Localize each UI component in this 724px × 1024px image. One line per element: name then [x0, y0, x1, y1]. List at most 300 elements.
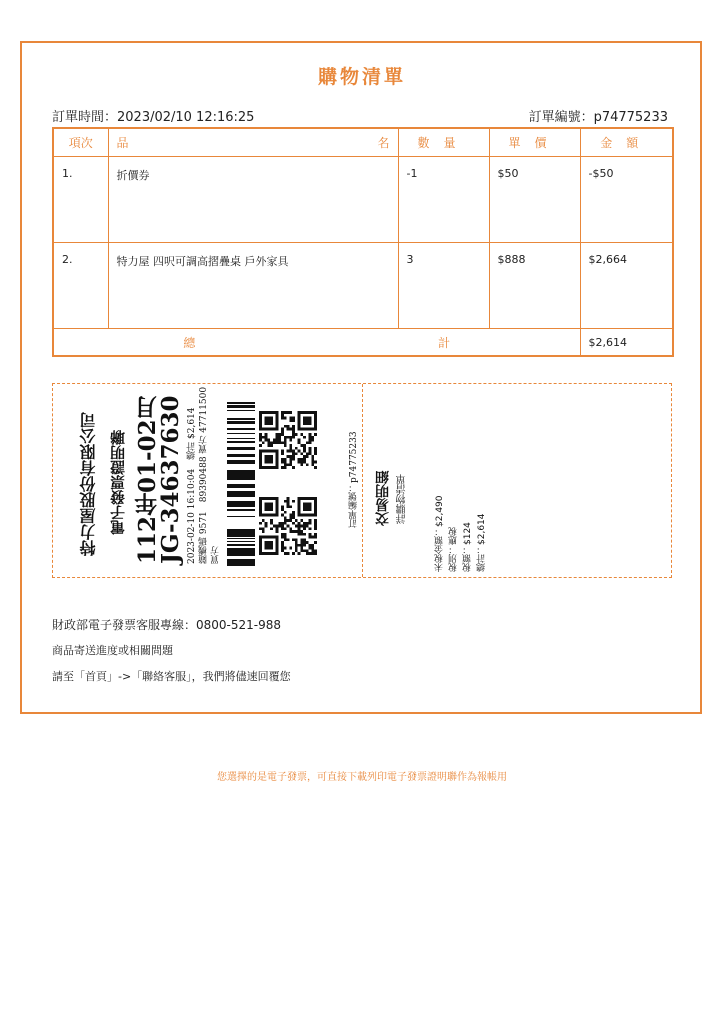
- qr-module: [303, 455, 306, 458]
- shipping-note: 商品寄送進度或相關問題: [52, 644, 173, 657]
- qr-module: [295, 538, 298, 541]
- qr-module: [309, 450, 312, 453]
- row-qty: 3: [398, 243, 489, 329]
- items-table: [52, 127, 674, 357]
- qr-module: [303, 541, 306, 544]
- qr-module: [273, 525, 276, 528]
- header-name-right: 名: [377, 136, 390, 150]
- qr-module: [303, 503, 311, 511]
- qr-module: [292, 458, 295, 461]
- qr-module: [287, 411, 290, 414]
- barcode-bar: [227, 561, 255, 564]
- invoice-random-seller: 隨機碼 9571 89390488 賣方 47711500: [199, 386, 209, 564]
- qr-module: [281, 466, 284, 469]
- qr-module: [289, 461, 292, 464]
- qr-module: [292, 417, 295, 420]
- qr-module: [287, 519, 290, 522]
- qr-module: [306, 463, 309, 466]
- qr-module: [292, 450, 295, 453]
- qr-module: [281, 414, 284, 417]
- qr-module: [300, 541, 303, 544]
- qr-module: [295, 433, 298, 436]
- qr-module: [306, 549, 309, 552]
- qr-module: [298, 522, 301, 525]
- qr-module: [300, 547, 303, 550]
- qr-module: [281, 417, 284, 420]
- qr-module: [303, 525, 306, 528]
- qr-module: [295, 549, 298, 552]
- qr-module: [281, 452, 284, 455]
- qr-module: [281, 430, 284, 433]
- qr-module: [311, 552, 314, 555]
- row-name: 特力屋 四呎可調高摺疊桌 戶外家具: [108, 243, 398, 329]
- header-amount: 金額: [580, 128, 673, 157]
- qr-module: [303, 533, 306, 536]
- qr-module: [265, 417, 273, 425]
- header-index: 項次: [53, 128, 108, 157]
- qr-module: [267, 444, 270, 447]
- qr-module: [278, 439, 281, 442]
- qr-module: [292, 436, 295, 439]
- barcode-bar: [227, 438, 255, 439]
- qr-module: [311, 458, 314, 461]
- total-label: [53, 329, 580, 357]
- qr-module: [259, 439, 262, 442]
- qr-module: [292, 452, 295, 455]
- qr-module: [292, 516, 295, 519]
- qr-module: [298, 527, 301, 530]
- qr-module: [292, 428, 295, 431]
- qr-module: [281, 458, 284, 461]
- table-row: [53, 243, 673, 329]
- invoice-order-no: 訂單編號：p74775233: [349, 431, 359, 528]
- qr-code-icon: [259, 484, 317, 568]
- order-time: 訂單時間：2023/02/10 12:16:25: [52, 110, 255, 125]
- qr-module: [295, 547, 298, 550]
- qr-module: [309, 536, 312, 539]
- contact-note: 請至「首頁」->「聯絡客服」，我們將儘速回覆您: [52, 670, 291, 683]
- qr-module: [309, 547, 312, 550]
- qr-module: [303, 538, 306, 541]
- qr-module: [259, 436, 262, 439]
- qr-module: [284, 511, 287, 514]
- qr-module: [265, 525, 268, 528]
- qr-module: [289, 411, 292, 414]
- invoice-company: 特力屋股份有限公司: [79, 412, 98, 556]
- barcode-bar: [227, 544, 255, 546]
- qr-module: [314, 452, 317, 455]
- qr-module: [306, 541, 309, 544]
- qr-module: [270, 519, 273, 522]
- qr-module: [295, 530, 298, 533]
- qr-module: [259, 522, 262, 525]
- qr-module: [300, 530, 303, 533]
- qr-module: [287, 428, 290, 431]
- detail-subtitle: 詳購物清單: [397, 474, 408, 524]
- qr-module: [309, 533, 312, 536]
- row-name: 折價券: [108, 157, 398, 243]
- qr-module: [284, 439, 287, 442]
- qr-module: [298, 530, 301, 533]
- qr-module: [287, 450, 290, 453]
- qr-module: [259, 444, 262, 447]
- qr-module: [276, 530, 279, 533]
- qr-module: [309, 452, 312, 455]
- qr-module: [303, 458, 306, 461]
- qr-module: [309, 436, 312, 439]
- barcode-bar: [227, 410, 255, 411]
- qr-module: [281, 450, 284, 453]
- qr-module: [284, 538, 287, 541]
- qr-module: [292, 500, 295, 503]
- qr-module: [265, 522, 268, 525]
- qr-module: [281, 525, 284, 528]
- qr-module: [265, 436, 268, 439]
- qr-module: [284, 552, 287, 555]
- qr-module: [309, 441, 312, 444]
- qr-module: [314, 549, 317, 552]
- qr-module: [289, 450, 292, 453]
- barcode-bar: [227, 491, 255, 492]
- qr-module: [278, 433, 281, 436]
- qr-module: [284, 441, 287, 444]
- barcode-bar: [227, 492, 255, 494]
- barcode-bar: [227, 559, 255, 561]
- qr-module: [300, 433, 303, 436]
- barcode-bar: [227, 541, 255, 542]
- detail-grand-total: 總計：$2,614: [477, 513, 487, 572]
- qr-module: [292, 466, 295, 469]
- qr-module: [306, 552, 309, 555]
- qr-module: [281, 544, 284, 547]
- qr-module: [306, 452, 309, 455]
- barcode-bar: [227, 538, 255, 539]
- qr-module: [314, 536, 317, 539]
- qr-module: [309, 519, 312, 522]
- qr-module: [278, 436, 281, 439]
- qr-module: [314, 527, 317, 530]
- qr-module: [284, 500, 287, 503]
- qr-module: [314, 447, 317, 450]
- barcode-bar: [227, 447, 255, 450]
- row-price: $50: [489, 157, 580, 243]
- detail-tax-amount: 稅額：$124: [463, 522, 473, 572]
- qr-module: [309, 433, 312, 436]
- qr-module: [303, 417, 311, 425]
- barcode-bar: [227, 530, 255, 532]
- header-qty: 數量: [398, 128, 489, 157]
- barcode-bar: [227, 442, 255, 443]
- qr-module: [311, 455, 314, 458]
- qr-module: [287, 497, 290, 500]
- qr-module: [259, 527, 262, 530]
- qr-module: [298, 439, 301, 442]
- barcode-bar: [227, 441, 255, 442]
- qr-module: [309, 552, 312, 555]
- qr-module: [284, 411, 287, 414]
- qr-module: [295, 452, 298, 455]
- barcode-bar: [227, 477, 255, 480]
- barcode-bar: [227, 407, 255, 408]
- footer-note: 您選擇的是電子發票，可直接下載列印電子發票證明聯作為報帳用: [217, 772, 507, 783]
- qr-module: [262, 441, 265, 444]
- barcode-bar: [227, 484, 255, 487]
- qr-module: [298, 525, 301, 528]
- qr-module: [295, 541, 298, 544]
- qr-module: [292, 552, 295, 555]
- barcode-icon: [227, 402, 255, 566]
- qr-module: [284, 547, 287, 550]
- qr-module: [298, 552, 301, 555]
- qr-module: [309, 447, 312, 450]
- qr-module: [262, 530, 265, 533]
- total-label-left: 總: [183, 335, 196, 350]
- qr-module: [287, 463, 290, 466]
- qr-module: [276, 441, 279, 444]
- qr-module: [287, 505, 290, 508]
- barcode-bar: [227, 421, 255, 424]
- qr-module: [303, 450, 306, 453]
- barcode-bar: [227, 548, 255, 549]
- qr-module: [287, 425, 290, 428]
- qr-module: [295, 519, 298, 522]
- barcode-bar: [227, 494, 255, 496]
- qr-module: [314, 525, 317, 528]
- qr-module: [311, 547, 314, 550]
- invoice-period: 112年01-02月: [134, 396, 161, 564]
- qr-module: [314, 522, 317, 525]
- qr-module: [300, 452, 303, 455]
- qr-module: [306, 522, 309, 525]
- qr-module: [303, 444, 306, 447]
- qr-module: [289, 447, 292, 450]
- qr-module: [287, 500, 290, 503]
- header-name-left: 品: [116, 136, 129, 150]
- qr-module: [314, 533, 317, 536]
- qr-module: [289, 439, 292, 442]
- barcode-bar: [227, 549, 255, 551]
- qr-module: [289, 428, 292, 431]
- barcode-bar: [227, 501, 255, 504]
- qr-module: [314, 541, 317, 544]
- qr-module: [298, 458, 301, 461]
- barcode-bar: [227, 532, 255, 534]
- qr-module: [289, 419, 292, 422]
- qr-module: [287, 538, 290, 541]
- e-invoice-proof: [52, 383, 672, 578]
- qr-module: [314, 519, 317, 522]
- qr-module: [265, 541, 273, 549]
- qr-module: [289, 547, 292, 550]
- table-header: [53, 128, 673, 157]
- qr-module: [278, 525, 281, 528]
- qr-module: [292, 430, 295, 433]
- qr-module: [262, 527, 265, 530]
- qr-module: [289, 444, 292, 447]
- qr-module: [284, 536, 287, 539]
- qr-module: [311, 461, 314, 464]
- invoice-buyer: 買方: [211, 546, 221, 564]
- qr-module: [306, 441, 309, 444]
- qr-module: [284, 463, 287, 466]
- qr-module: [298, 450, 301, 453]
- qr-module: [270, 441, 273, 444]
- row-index: 1.: [53, 157, 108, 243]
- qr-module: [300, 444, 303, 447]
- qr-module: [284, 436, 287, 439]
- qr-module: [287, 436, 290, 439]
- barcode-bar: [227, 405, 255, 407]
- qr-module: [314, 433, 317, 436]
- qr-module: [287, 552, 290, 555]
- row-amount: $2,664: [580, 243, 673, 329]
- qr-module: [267, 441, 270, 444]
- qr-module: [289, 514, 292, 517]
- qr-module: [265, 503, 273, 511]
- qr-module: [267, 439, 270, 442]
- qr-module: [295, 525, 298, 528]
- qr-module: [295, 544, 298, 547]
- qr-module: [281, 547, 284, 550]
- barcode-bar: [227, 554, 255, 556]
- qr-module: [309, 439, 312, 442]
- barcode-bar: [227, 516, 255, 517]
- qr-module: [292, 425, 295, 428]
- page-title: 購物清單: [317, 66, 406, 88]
- row-amount: -$50: [580, 157, 673, 243]
- barcode-bar: [227, 506, 255, 507]
- qr-module: [270, 444, 273, 447]
- qr-module: [300, 463, 303, 466]
- qr-module: [284, 425, 287, 428]
- qr-module: [300, 549, 303, 552]
- barcode-bar: [227, 402, 255, 404]
- qr-module: [259, 433, 262, 436]
- qr-module: [281, 505, 284, 508]
- qr-module: [284, 466, 287, 469]
- barcode-bar: [227, 504, 255, 506]
- table-row: [53, 157, 673, 243]
- qr-module: [281, 514, 284, 517]
- qr-module: [292, 433, 295, 436]
- qr-module: [311, 439, 314, 442]
- qr-module: [289, 436, 292, 439]
- qr-module: [298, 461, 301, 464]
- qr-module: [276, 436, 279, 439]
- qr-module: [303, 549, 306, 552]
- qr-module: [270, 522, 273, 525]
- barcode-bar: [227, 428, 255, 430]
- header-name: [108, 128, 398, 157]
- barcode-bar: [227, 454, 255, 457]
- qr-module: [303, 527, 306, 530]
- row-price: $888: [489, 243, 580, 329]
- qr-module: [284, 417, 287, 420]
- qr-code-icon: [259, 398, 317, 482]
- qr-module: [309, 544, 312, 547]
- invoice-datetime-total: 2023-02-10 16:10:04 總計 $2,614: [187, 407, 197, 564]
- qr-module: [276, 439, 279, 442]
- qr-module: [281, 411, 284, 414]
- qr-module: [314, 450, 317, 453]
- qr-module: [303, 544, 306, 547]
- qr-module: [314, 466, 317, 469]
- qr-module: [292, 514, 295, 517]
- qr-module: [303, 436, 306, 439]
- order-id: 訂單編號：p74775233: [528, 110, 668, 125]
- qr-module: [300, 533, 303, 536]
- qr-module: [278, 522, 281, 525]
- barcode-bar: [227, 474, 255, 477]
- qr-module: [300, 458, 303, 461]
- qr-module: [289, 463, 292, 466]
- qr-module: [281, 522, 284, 525]
- qr-module: [289, 527, 292, 530]
- qr-module: [284, 519, 287, 522]
- row-qty: -1: [398, 157, 489, 243]
- qr-module: [292, 455, 295, 458]
- qr-module: [281, 549, 284, 552]
- barcode-bar: [227, 487, 255, 488]
- barcode-bar: [227, 462, 255, 464]
- invoice-proof-title: 電子發票證明聯: [109, 430, 127, 536]
- qr-module: [284, 522, 287, 525]
- qr-module: [278, 441, 281, 444]
- invoice-number: JG-34637630: [157, 395, 184, 564]
- barcode-bar: [227, 418, 255, 420]
- qr-module: [262, 519, 265, 522]
- qr-module: [265, 439, 268, 442]
- qr-module: [284, 516, 287, 519]
- qr-module: [284, 458, 287, 461]
- qr-module: [276, 527, 279, 530]
- qr-module: [289, 505, 292, 508]
- total-label-right: 計: [438, 335, 451, 350]
- qr-module: [289, 530, 292, 533]
- qr-module: [284, 461, 287, 464]
- qr-module: [314, 461, 317, 464]
- qr-module: [306, 525, 309, 528]
- qr-module: [300, 538, 303, 541]
- qr-module: [273, 441, 276, 444]
- qr-module: [300, 461, 303, 464]
- qr-module: [265, 433, 268, 436]
- qr-module: [311, 544, 314, 547]
- qr-module: [284, 444, 287, 447]
- qr-module: [262, 436, 265, 439]
- qr-module: [311, 463, 314, 466]
- qr-module: [281, 433, 284, 436]
- header-price: 單價: [489, 128, 580, 157]
- qr-module: [292, 419, 295, 422]
- qr-module: [306, 455, 309, 458]
- qr-module: [281, 441, 284, 444]
- qr-module: [311, 536, 314, 539]
- qr-module: [298, 441, 301, 444]
- qr-module: [311, 436, 314, 439]
- barcode-bar: [227, 509, 255, 511]
- detail-tax-type: 稅別：應稅: [449, 527, 459, 572]
- row-index: 2.: [53, 243, 108, 329]
- qr-module: [300, 519, 303, 522]
- barcode-bar: [227, 470, 255, 471]
- qr-module: [284, 533, 287, 536]
- qr-module: [287, 525, 290, 528]
- qr-module: [300, 544, 303, 547]
- qr-module: [303, 461, 306, 464]
- qr-module: [276, 433, 279, 436]
- qr-module: [303, 447, 306, 450]
